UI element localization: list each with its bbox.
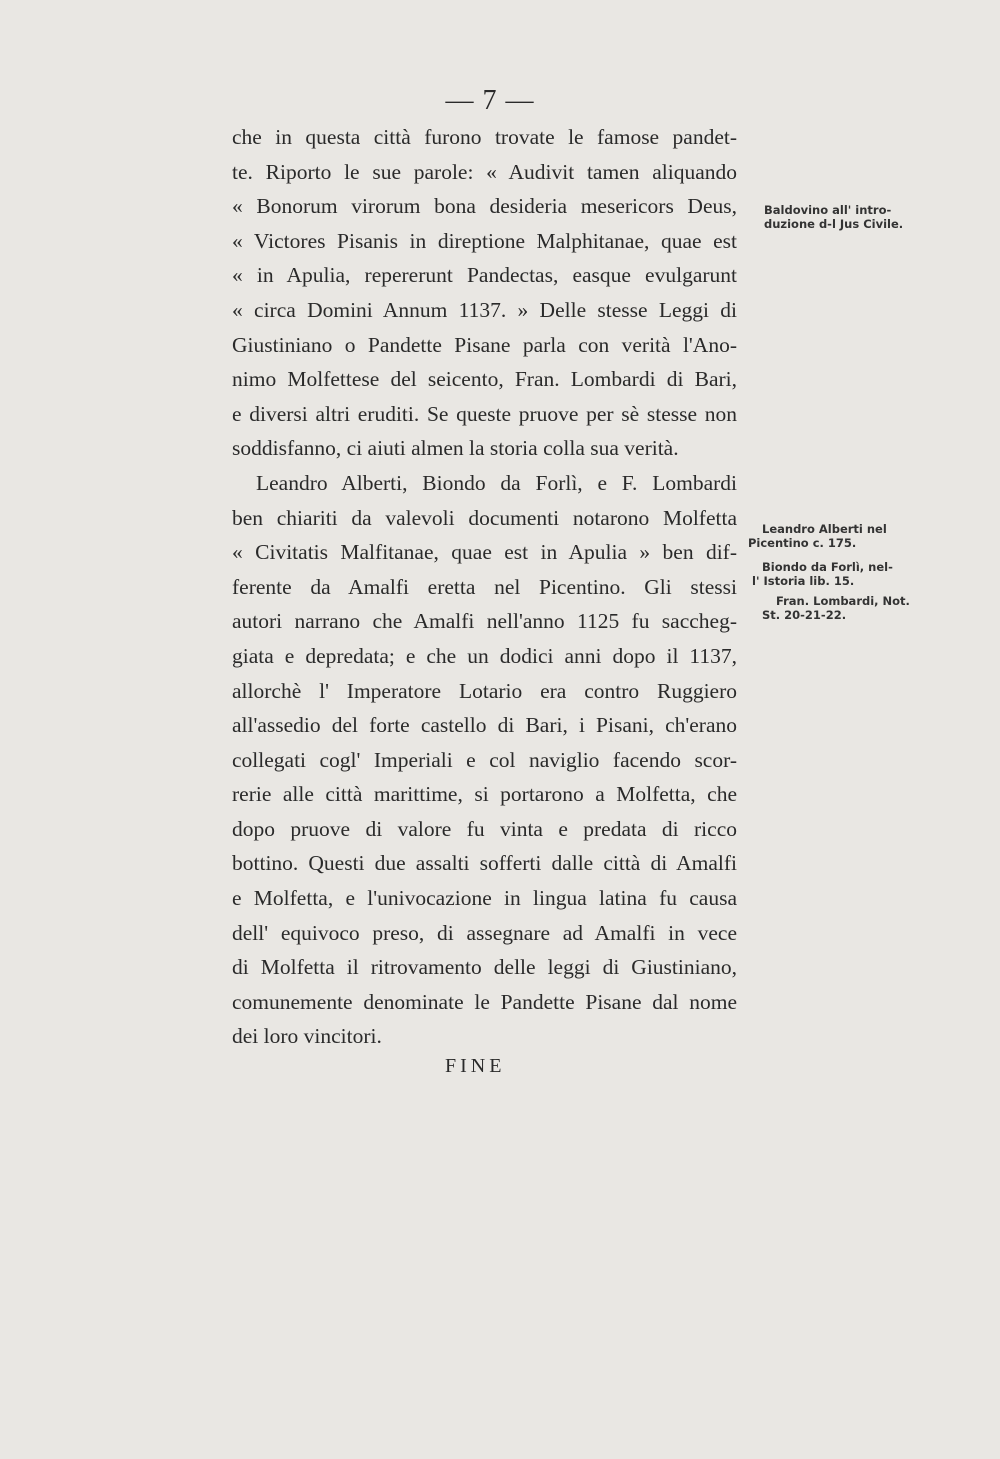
side-note-lombardi: [762, 594, 910, 622]
page-number: — 7 —: [445, 85, 535, 116]
text-line: « circa Domini Annum 1137. » Delle stesse Leggi di: [232, 297, 737, 322]
text-line: ben chiariti da valevoli documenti notarono Molfetta: [232, 505, 737, 530]
side-note-line: l' Istoria lib. 15.: [752, 574, 855, 588]
text-line: bottino. Questi due assalti sofferti dalle città di Amalfi: [232, 851, 737, 876]
text-line: rerie alle città marittime, si portarono a Molfetta, che: [232, 782, 737, 807]
text-line: dei loro vincitori.: [232, 1024, 382, 1049]
text-line: dopo pruove di valore fu vinta e predata di ricco: [232, 816, 737, 841]
side-note-line: Biondo da Forlì, nel-: [762, 560, 893, 574]
text-line: autori narrano che Amalfi nell'anno 1125 fu saccheg-: [232, 609, 737, 634]
text-line: giata e depredata; e che un dodici anni dopo il 1137,: [232, 643, 737, 668]
text-line: « in Apulia, repererunt Pandectas, easque evulgarunt: [232, 263, 737, 288]
body-text: [232, 120, 737, 1054]
side-note-line: Fran. Lombardi, Not.: [776, 594, 910, 608]
text-line: « Civitatis Malfitanae, quae est in Apulia » ben dif-: [232, 540, 737, 565]
side-note-line: Baldovino all' intro-: [764, 203, 892, 217]
text-line: allorchè l' Imperatore Lotario era contro Ruggiero: [232, 678, 737, 703]
text-line: Leandro Alberti, Biondo da Forlì, e F. Lombardi: [256, 470, 737, 495]
text-line: ferente da Amalfi eretta nel Picentino. Gli stessi: [232, 574, 737, 599]
side-note-baldovino: [764, 203, 903, 231]
text-line: comunemente denominate le Pandette Pisane dal nome: [232, 989, 737, 1014]
text-line: Giustiniano o Pandette Pisane parla con verità l'Ano-: [232, 332, 737, 357]
text-line: « Victores Pisanis in direptione Malphitanae, quae est: [232, 228, 737, 253]
text-line: collegati cogl' Imperiali e col naviglio facendo scor-: [232, 747, 737, 772]
side-note-line: duzione d-l Jus Civile.: [764, 217, 904, 231]
side-note-biondo: [752, 560, 893, 588]
text-line: e Molfetta, e l'univocazione in lingua latina fu causa: [232, 886, 737, 911]
side-note-line: Leandro Alberti nel: [762, 522, 887, 536]
text-line: nimo Molfettese del seicento, Fran. Lombardi di Bari,: [232, 367, 737, 392]
text-line: te. Riporto le sue parole: « Audivit tamen aliquando: [232, 159, 737, 184]
text-line: di Molfetta il ritrovamento delle leggi di Giustiniano,: [232, 955, 737, 980]
side-note-line: St. 20-21-22.: [762, 608, 847, 622]
side-note-line: Picentino c. 175.: [748, 536, 857, 550]
text-line: all'assedio del forte castello di Bari, i Pisani, ch'erano: [232, 713, 737, 738]
text-line: che in questa città furono trovate le famose pandet-: [232, 125, 737, 149]
text-line: e diversi altri eruditi. Se queste pruove per sè stesse non: [232, 401, 737, 426]
side-note-leandro-alberti: [748, 522, 887, 550]
text-line: dell' equivoco preso, di assegnare ad Amalfi in vece: [232, 920, 737, 945]
closing-word: FINE: [445, 1055, 506, 1077]
text-line: soddisfanno, ci aiuti almen la storia colla sua verità.: [232, 436, 679, 461]
text-line: « Bonorum virorum bona desideria mesericors Deus,: [232, 194, 737, 219]
